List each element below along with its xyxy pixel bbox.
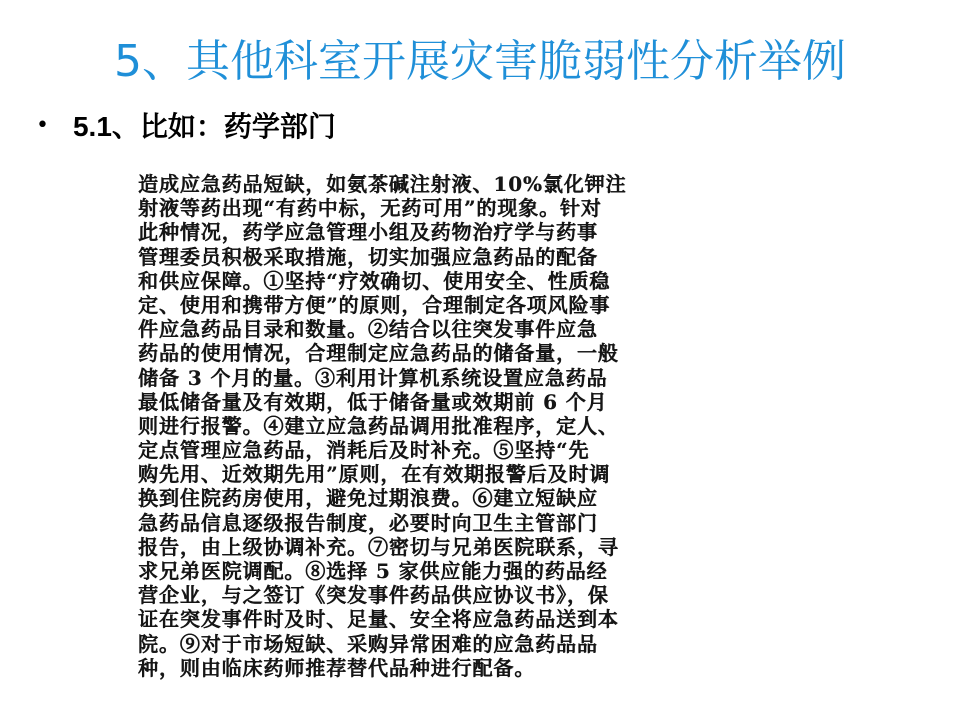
text-line: 药品的使用情况，合理制定应急药品的储备量，一般 [138,341,619,366]
text-line: 换到住院药房使用，避免过期浪费。⑥建立短缺应 [138,486,598,511]
text-line: 定、使用和携带方便”的原则，合理制定各项风险事 [138,292,611,317]
text-line: 管理委员积极采取措施，切实加强应急药品的配备 [138,244,598,269]
text-line: 则进行报警。④建立应急药品调用批准程序，定人、 [138,413,619,438]
text-line: 件应急药品目录和数量。②结合以往突发事件应急 [138,317,598,342]
bullet-item [36,104,336,146]
text-line: 求兄弟医院调配。⑧选择 5 家供应能力强的药品经 [138,559,608,583]
text-line: 此种情况，药学应急管理小组及药物治疗学与药事 [138,220,598,245]
text-line: 储备 3 个月的量。③利用计算机系统设置应急药品 [138,365,608,390]
text-line: 射液等药出现“有药中标，无药可用”的现象。针对 [138,196,602,221]
slide-title: 5、其他科室开展灾害脆弱性分析举例 [114,36,846,87]
text-line: 急药品信息逐级报告制度，必要时向卫生主管部门 [138,510,598,535]
scanned-text-image [138,172,802,692]
text-line: 定点管理应急药品，消耗后及时补充。⑤坚持“先 [138,438,590,463]
text-line: 和供应保障。①坚持“疗效确切、使用安全、性质稳 [138,268,611,293]
text-line: 种，则由临床药师推荐替代品种进行配备。 [138,655,536,680]
text-line: 营企业，与之签订《突发事件药品供应协议书》，保 [138,583,609,608]
bullet-text: 5.1、比如：药学部门 [72,111,336,142]
text-line: 最低储备量及有效期，低于储备量或效期前 6 个月 [138,389,608,414]
text-line: 造成应急药品短缺，如氨茶碱注射液、10%氯化钾注 [138,172,627,196]
text-line: 院。⑨对于市场短缺、采购异常困难的应急药品品 [138,631,598,656]
text-line: 报告，由上级协调补充。⑦密切与兄弟医院联系，寻 [138,534,619,559]
bullet-marker: • [36,112,49,138]
text-line: 证在突发事件时及时、足量、安全将应急药品送到本 [138,607,619,632]
text-line: 购先用、近效期先用”原则，在有效期报警后及时调 [138,462,611,487]
